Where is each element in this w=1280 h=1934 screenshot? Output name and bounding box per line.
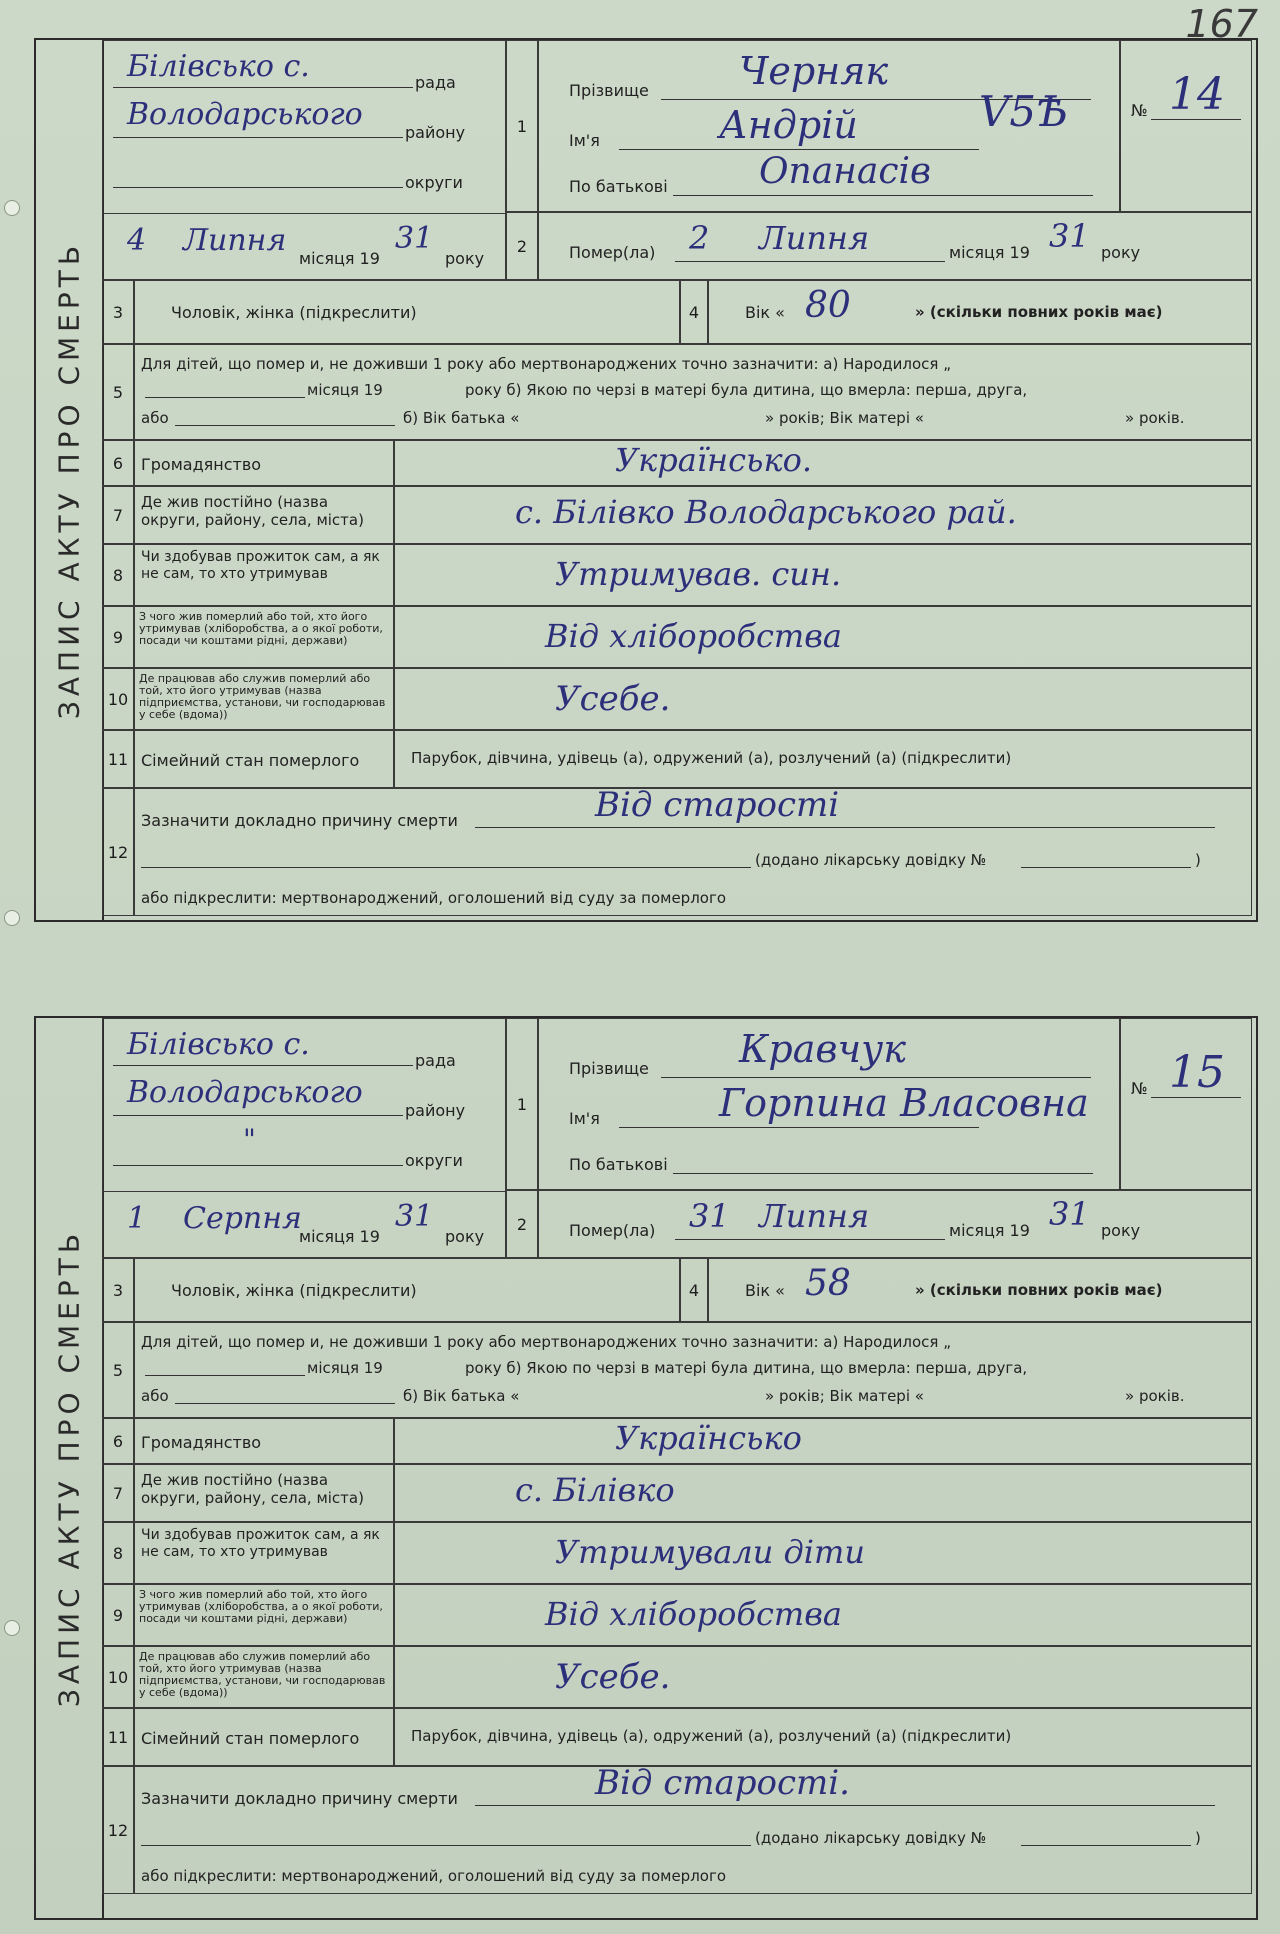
workplace-label-cell xyxy=(134,1646,394,1708)
age-label: Вік « xyxy=(745,303,785,322)
row-number: 7 xyxy=(102,486,134,544)
binding-hole xyxy=(4,1620,20,1636)
citizenship-label: Громадянство xyxy=(141,1433,262,1452)
row-number: 6 xyxy=(102,440,134,486)
record-number-value: 14 xyxy=(1169,69,1225,120)
citizenship-value-cell xyxy=(394,1418,1252,1464)
livelihood-label-cell xyxy=(134,1522,394,1584)
reg-day-value: 1 xyxy=(127,1201,147,1236)
children-text-6: » років; Вік матері « xyxy=(765,1387,924,1405)
name-label: Ім'я xyxy=(569,1109,600,1128)
binding-hole xyxy=(4,200,20,216)
workplace-value: Усебе. xyxy=(555,1657,671,1697)
income-value: Від хліборобства xyxy=(545,617,842,655)
income-label-cell xyxy=(134,606,394,668)
citizenship-value: Українсько xyxy=(615,1419,802,1457)
cert-label: (додано лікарську довідку № xyxy=(755,851,987,869)
binding-hole xyxy=(4,910,20,926)
workplace-value-cell xyxy=(394,668,1252,730)
marital-label-cell xyxy=(134,1708,394,1766)
cert-end-label: ) xyxy=(1195,1829,1201,1847)
cause-cell xyxy=(134,1763,1252,1894)
workplace-value: Усебе. xyxy=(555,679,671,719)
children-text-5: б) Вік батька « xyxy=(403,1387,520,1405)
registrar-mark: V5Ѣ xyxy=(979,87,1069,136)
died-label: Помер(ла) xyxy=(569,243,656,262)
form-title-vertical xyxy=(36,40,104,920)
reg-day-value: 4 xyxy=(127,223,147,258)
death-month-value: Липня xyxy=(759,219,870,257)
cause-value: Від старості xyxy=(595,785,840,825)
page-number: 167 xyxy=(1185,2,1258,46)
row-number: 3 xyxy=(102,1258,134,1322)
age-suffix-label: » (скільки повних років має) xyxy=(915,303,1163,321)
stillborn-label: або підкреслити: мертвонароджений, оголошений від суду за померлого xyxy=(141,889,727,907)
death-day-value: 2 xyxy=(689,219,710,257)
village-value: Білівсько с. xyxy=(127,1027,310,1062)
sex-cell xyxy=(134,280,680,344)
age-value: 58 xyxy=(805,1263,851,1304)
children-text-3: року б) Якою по черзі в матері була дитина, що вмерла: перша, друга, xyxy=(465,1359,1028,1377)
row-number: 7 xyxy=(102,1464,134,1522)
children-text-6: » років; Вік матері « xyxy=(765,409,924,427)
residence-value-cell xyxy=(394,1464,1252,1522)
residence-label-cell xyxy=(134,486,394,544)
income-label: З чого жив померлий або той, хто його утримував (хліборобства, а о якої роботи, посади чи коштами рідні, держави) xyxy=(139,1588,383,1625)
death-record-1 xyxy=(34,38,1258,922)
misyatsya-label: місяця 19 xyxy=(299,249,380,268)
row-number: 9 xyxy=(102,1584,134,1646)
row-number: 9 xyxy=(102,606,134,668)
name-value: Горпина Власовна xyxy=(719,1081,1089,1125)
death-month-value: Липня xyxy=(759,1197,870,1235)
income-label-cell xyxy=(134,1584,394,1646)
income-value-cell xyxy=(394,1584,1252,1646)
cause-value: Від старості. xyxy=(595,1763,850,1803)
reg-year-value: 31 xyxy=(395,1199,434,1234)
cert-label: (додано лікарську довідку № xyxy=(755,1829,987,1847)
citizenship-label-cell xyxy=(134,1418,394,1464)
workplace-label: Де працював або служив померлий або той, хто його утримував (назва підприємства, установи, чи господарював у себе (вдома)) xyxy=(139,672,386,721)
income-value-cell xyxy=(394,606,1252,668)
rayonu-label: району xyxy=(405,123,466,142)
livelihood-label: Чи здобував прожиток сам, а як не сам, то хто утримував xyxy=(141,549,380,582)
income-label: З чого жив померлий або той, хто його утримував (хліборобства, а о якої роботи, посади чи коштами рідні, держави) xyxy=(139,610,383,647)
reg-year-value: 31 xyxy=(395,221,434,256)
children-text-3: року б) Якою по черзі в матері була дитина, що вмерла: перша, друга, xyxy=(465,381,1028,399)
form-title-vertical xyxy=(36,1018,104,1918)
form-title: ЗАПИС АКТУ ПРО СМЕРТЬ xyxy=(52,1228,86,1708)
roku-label: року xyxy=(445,1227,485,1246)
citizenship-label: Громадянство xyxy=(141,455,262,474)
marital-options: Парубок, дівчина, удівець (а), одружений (а), розлучений (а) (підкреслити) xyxy=(411,749,1012,767)
misyatsya-label: місяця 19 xyxy=(949,1221,1030,1240)
roku-label: року xyxy=(1101,1221,1141,1240)
marital-value-cell xyxy=(394,1708,1252,1766)
row-number: 11 xyxy=(102,1708,134,1766)
cause-cell xyxy=(134,785,1252,916)
residence-value-cell xyxy=(394,486,1252,544)
patronymic-value: Опанасів xyxy=(759,151,931,192)
surname-value: Черняк xyxy=(739,49,889,93)
misyatsya-label: місяця 19 xyxy=(299,1227,380,1246)
okruha-value: " xyxy=(243,1123,256,1156)
income-value: Від хліборобства xyxy=(545,1595,842,1633)
row-number: 8 xyxy=(102,1522,134,1584)
marital-options: Парубок, дівчина, удівець (а), одружений (а), розлучений (а) (підкреслити) xyxy=(411,1727,1012,1745)
rayonu-label: району xyxy=(405,1101,466,1120)
residence-label: Де жив постійно (назва округи, району, села, міста) xyxy=(141,493,364,529)
residence-label: Де жив постійно (назва округи, району, села, міста) xyxy=(141,1471,364,1507)
death-date-row xyxy=(538,212,1252,280)
marital-value-cell xyxy=(394,730,1252,788)
marital-label: Сімейний стан померлого xyxy=(141,751,360,770)
residence-value: с. Білівко xyxy=(515,1471,675,1509)
death-year-value: 31 xyxy=(1049,217,1090,255)
row-number: 12 xyxy=(102,788,134,916)
children-cell xyxy=(134,344,1252,440)
children-text-2: місяця 19 xyxy=(307,1359,383,1377)
reg-month-value: Липня xyxy=(183,223,287,258)
residence-label-cell xyxy=(134,1464,394,1522)
patronymic-label: По батькові xyxy=(569,1155,668,1174)
died-label: Помер(ла) xyxy=(569,1221,656,1240)
registry-block xyxy=(102,1018,506,1258)
children-text-5: б) Вік батька « xyxy=(403,409,520,427)
record-number-value: 15 xyxy=(1169,1047,1225,1098)
name-value: Андрій xyxy=(719,103,858,147)
death-year-value: 31 xyxy=(1049,1195,1090,1233)
death-day-value: 31 xyxy=(689,1197,730,1235)
workplace-label-cell xyxy=(134,668,394,730)
children-text-1: Для дітей, що помер и, не доживши 1 року або мертвонароджених точно зазначити: а) Народилося „ xyxy=(141,1333,951,1351)
row-number: 2 xyxy=(506,1190,538,1258)
surname-label: Прізвище xyxy=(569,81,649,100)
death-record-2 xyxy=(34,1016,1258,1920)
row-number: 3 xyxy=(102,280,134,344)
rada-label: рада xyxy=(415,1051,456,1070)
workplace-label: Де працював або служив померлий або той, хто його утримував (назва підприємства, установи, чи господарював у себе (вдома)) xyxy=(139,1650,386,1699)
children-text-7: » років. xyxy=(1125,409,1185,427)
roku-label: року xyxy=(1101,243,1141,262)
death-date-row xyxy=(538,1190,1252,1258)
name-block xyxy=(538,1018,1120,1190)
number-block xyxy=(1120,40,1252,212)
sex-label: Чоловік, жінка (підкреслити) xyxy=(171,303,417,322)
name-label: Ім'я xyxy=(569,131,600,150)
registry-block xyxy=(102,40,506,280)
form-title: ЗАПИС АКТУ ПРО СМЕРТЬ xyxy=(52,240,86,720)
number-block xyxy=(1120,1018,1252,1190)
village-value: Білівсько с. xyxy=(127,49,310,84)
livelihood-label: Чи здобував прожиток сам, а як не сам, то хто утримував xyxy=(141,1527,380,1560)
citizenship-value: Українсько. xyxy=(615,441,812,479)
number-label: № xyxy=(1131,101,1148,120)
age-cell xyxy=(708,280,1252,344)
row-number: 2 xyxy=(506,212,538,280)
livelihood-value: Утримував. син. xyxy=(555,555,842,593)
children-cell xyxy=(134,1322,1252,1418)
row-number: 10 xyxy=(102,1646,134,1708)
row-number: 4 xyxy=(680,280,708,344)
number-label: № xyxy=(1131,1079,1148,1098)
row-number: 8 xyxy=(102,544,134,606)
cause-label: Зазначити докладно причину смерти xyxy=(141,1789,458,1808)
livelihood-value-cell xyxy=(394,544,1252,606)
row-number: 1 xyxy=(506,1018,538,1190)
sex-label: Чоловік, жінка (підкреслити) xyxy=(171,1281,417,1300)
livelihood-value-cell xyxy=(394,1522,1252,1584)
workplace-value-cell xyxy=(394,1646,1252,1708)
row-number: 10 xyxy=(102,668,134,730)
misyatsya-label: місяця 19 xyxy=(949,243,1030,262)
citizenship-value-cell xyxy=(394,440,1252,486)
residence-value: с. Білівко Володарського рай. xyxy=(515,493,1017,531)
stillborn-label: або підкреслити: мертвонароджений, оголошений від суду за померлого xyxy=(141,1867,727,1885)
sex-cell xyxy=(134,1258,680,1322)
row-number: 5 xyxy=(102,344,134,440)
age-suffix-label: » (скільки повних років має) xyxy=(915,1281,1163,1299)
reg-month-value: Серпня xyxy=(183,1201,302,1236)
livelihood-label-cell xyxy=(134,544,394,606)
district-value: Володарського xyxy=(127,1075,363,1110)
age-value: 80 xyxy=(805,285,851,326)
row-number: 12 xyxy=(102,1766,134,1894)
rada-label: рада xyxy=(415,73,456,92)
marital-label-cell xyxy=(134,730,394,788)
children-text-2: місяця 19 xyxy=(307,381,383,399)
patronymic-label: По батькові xyxy=(569,177,668,196)
district-value: Володарського xyxy=(127,97,363,132)
surname-value: Кравчук xyxy=(739,1027,906,1071)
age-label: Вік « xyxy=(745,1281,785,1300)
okrugy-label: округи xyxy=(405,1151,463,1170)
row-number: 1 xyxy=(506,40,538,212)
okrugy-label: округи xyxy=(405,173,463,192)
row-number: 5 xyxy=(102,1322,134,1418)
cause-label: Зазначити докладно причину смерти xyxy=(141,811,458,830)
surname-label: Прізвище xyxy=(569,1059,649,1078)
cert-end-label: ) xyxy=(1195,851,1201,869)
row-number: 4 xyxy=(680,1258,708,1322)
children-text-4: або xyxy=(141,1387,169,1405)
row-number: 11 xyxy=(102,730,134,788)
livelihood-value: Утримували діти xyxy=(555,1533,865,1571)
age-cell xyxy=(708,1258,1252,1322)
marital-label: Сімейний стан померлого xyxy=(141,1729,360,1748)
citizenship-label-cell xyxy=(134,440,394,486)
children-text-4: або xyxy=(141,409,169,427)
row-number: 6 xyxy=(102,1418,134,1464)
name-block xyxy=(538,40,1120,212)
children-text-1: Для дітей, що помер и, не доживши 1 року або мертвонароджених точно зазначити: а) Народилося „ xyxy=(141,355,951,373)
roku-label: року xyxy=(445,249,485,268)
children-text-7: » років. xyxy=(1125,1387,1185,1405)
